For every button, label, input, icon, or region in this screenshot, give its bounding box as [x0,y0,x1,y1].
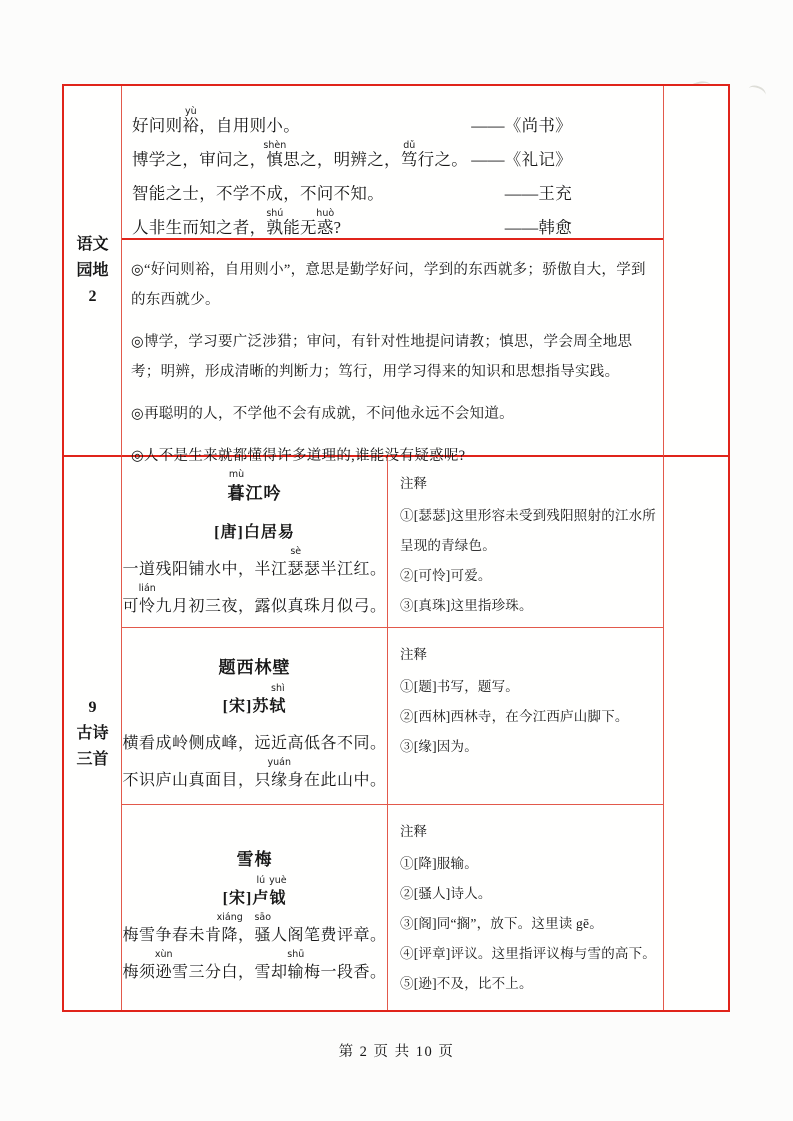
poem-title: 题西林壁 [218,658,291,677]
explanations-section [122,240,663,483]
pinyin-label: xùn [154,948,173,960]
quote-source: ——《礼记》 [471,150,572,169]
poem-title: 暮 mù 江吟 [227,469,282,503]
notes-title: 注释 [400,476,427,491]
pinyin-label: xiáng [216,911,243,923]
unit1-label-line: 园地 [76,261,109,279]
notes-title: 注释 [400,824,427,839]
poem-author: [宋] 卢 lú 钺 yuè [222,874,287,907]
pinyin-annotated-char: 惑 huò [316,208,335,237]
pinyin-label: mù [228,469,245,480]
unit1-label-line: 语文 [76,235,109,253]
pinyin-label: lú [256,874,266,886]
pinyin-annotated-char: 慎 shèn [263,140,287,169]
note-item: ②[西林]西林寺，在今江西庐山脚下。 [400,709,629,724]
scan-artifact [746,83,767,101]
quote-source: ——《尚书》 [471,116,572,135]
poem-author: [唐]白居易 [214,524,295,541]
pinyin-annotated-char: 裕 yù [182,106,200,135]
explanation-paragraph: ◎博学，学习要广泛涉猎；审问，有针对性地提问请教；慎思，学会周全地思考；明辨，形成清晰的判断力；笃行，用学习得来的知识和思想指导实践。 [131,334,633,380]
pinyin-label: dǔ [403,140,416,151]
unit1-label-line: 2 [88,287,97,305]
explanation-paragraph: ◎“好问则裕，自用则小”，意思是勤学好问，学到的东西就多；骄傲自大，学到的东西就少。 [131,262,646,308]
poem-line: 一道残阳铺水中，半江 瑟 sè 瑟半江红。 [122,546,387,578]
pinyin-label: sè [290,546,302,557]
quote-source: ——王充 [504,184,572,203]
quote-row [132,136,572,170]
unit2-label-cell [64,457,122,1010]
poem-title: 雪梅 [236,849,273,869]
quote-row [132,204,572,238]
poem-notes [388,628,663,804]
pinyin-annotated-char: 瑟 sè [287,546,304,578]
pinyin-label: lián [138,583,156,594]
poem-line: 横看成岭侧成峰，远近高低各不同。 [122,735,387,752]
poem-line: 梅须 逊 xùn 雪三分白，雪却 输 shū 梅一段香。 [122,948,387,981]
poem-row [122,457,663,628]
quote-source: ——韩愈 [504,218,572,237]
poem-notes [388,457,663,627]
quote-text: 智能之士，不学不成，不问不知。 [132,184,384,203]
pinyin-annotated-char: 怜 lián [138,583,156,615]
pinyin-label: yuán [267,757,291,768]
poem-line: 不识庐山真面目，只 缘 yuán 身在此山中。 [122,757,387,789]
explanation-paragraph: ◎再聪明的人，不学他不会有成就，不问他永远不会知道。 [131,406,514,422]
note-item: ②[可怜]可爱。 [400,568,492,583]
poem-mujiangyin [122,457,388,627]
poem-line: 梅雪争春未肯 降 xiáng ， 骚 sāo 人阁笔费评章。 [122,911,387,944]
unit2-content-cell [122,457,664,1010]
quote-text: 人非生而知之者，孰 shú 能无惑 huò ? [132,208,342,237]
pinyin-annotated-char: 缘 yuán [267,757,291,789]
note-item: ⑤[逊]不及，比不上。 [400,976,533,991]
pinyin-annotated-char: 暮 mù [227,469,246,503]
note-item: ④[评章]评议。这里指评议梅与雪的高下。 [400,946,656,961]
pinyin-label: shèn [263,140,287,151]
note-item: ①[降]服输。 [400,856,478,871]
poem-row [122,628,663,805]
page-number: 第 2 页 共 10 页 [338,1044,455,1060]
pinyin-annotated-char: 孰 shú [266,208,284,237]
note-item: ③[阁]同“搁”，放下。这里读 gē。 [400,916,603,931]
note-item: ③[缘]因为。 [400,739,478,754]
pinyin-label: yù [184,106,197,117]
pinyin-annotated-char: 降 xiáng [216,911,243,944]
poem-author: [宋]苏 轼 shì [222,683,287,715]
unit1-label-cell [64,86,122,457]
pinyin-annotated-char: 钺 yuè [269,874,287,907]
poem-notes [388,805,663,1010]
pinyin-annotated-char: 笃 dǔ [400,140,418,169]
pinyin-annotated-char: 输 shū [287,948,305,981]
pinyin-label: sāo [254,911,272,923]
margin-column-top [664,86,728,457]
unit2-label-line: 古诗 [76,724,109,742]
poem-row [122,805,663,1010]
poem-xuemei [122,805,388,1010]
pinyin-label: yuè [269,874,287,886]
notes-title: 注释 [400,647,427,662]
note-item: ③[真珠]这里指珍珠。 [400,598,533,613]
quote-row [132,102,572,136]
quotes-section [122,86,663,240]
quote-text: 好问则裕 yù ，自用则小。 [132,106,301,135]
margin-column-bottom [664,457,728,1010]
pinyin-label: shū [287,948,305,960]
summary-table [62,84,730,1012]
unit1-content-cell [122,86,664,464]
unit2-label-line: 9 [88,698,97,716]
note-item: ②[骚人]诗人。 [400,886,492,901]
pinyin-label: shì [271,683,285,694]
pinyin-label: shú [266,208,284,219]
pinyin-annotated-char: 逊 xùn [154,948,173,981]
pinyin-annotated-char: 卢 lú [252,874,270,907]
quote-text: 博学之，审问之，慎 shèn 思之，明辨之，笃 dǔ 行之。 [132,140,469,169]
unit2-label-line: 三首 [76,750,109,768]
note-item: ①[题]书写，题写。 [400,679,519,694]
explanation-paragraph: ◎人不是生来就都懂得许多道理的,谁能没有疑惑呢? [131,448,466,464]
pinyin-annotated-char: 轼 shì [269,683,287,715]
pinyin-label: huò [316,208,335,219]
quote-row [132,170,572,204]
poem-tixilinbi [122,628,388,804]
pinyin-annotated-char: 骚 sāo [254,911,272,944]
note-item: ①[瑟瑟]这里形容未受到残阳照射的江水所呈现的青绿色。 [400,508,656,553]
poem-line: 可 怜 lián 九月初三夜，露似真珠月似弓。 [122,583,387,615]
